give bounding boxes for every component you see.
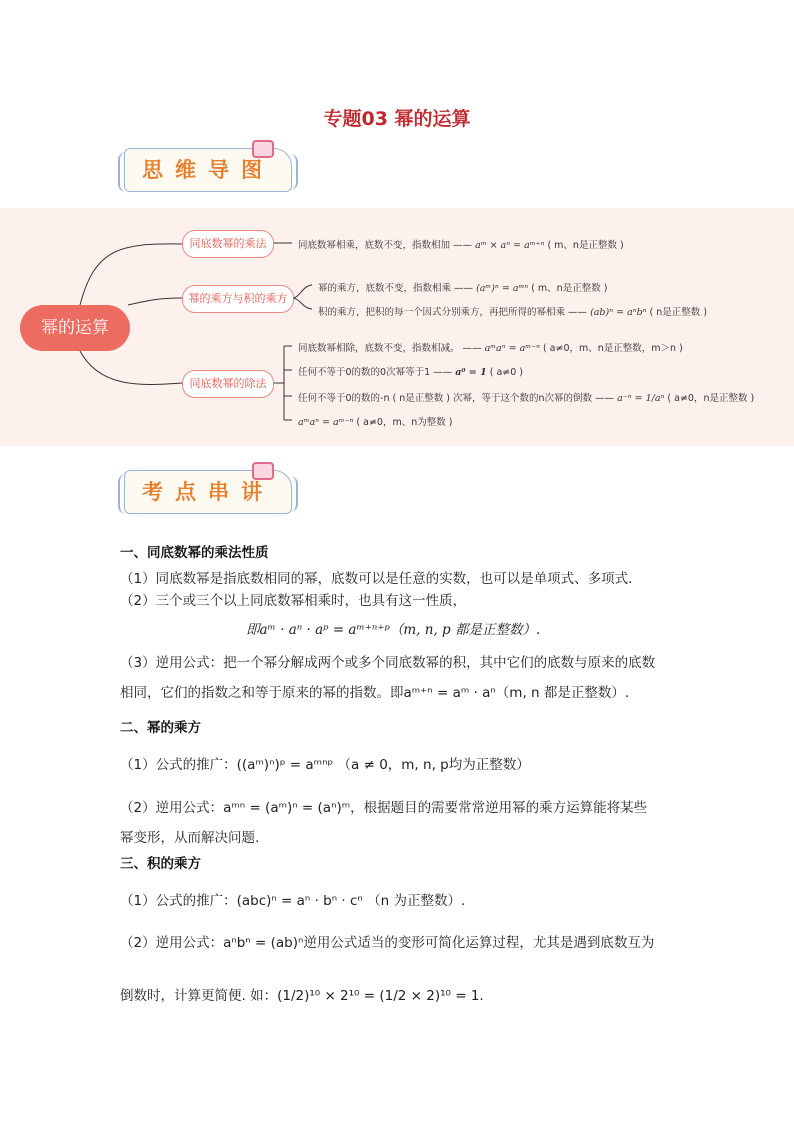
branch-division: 同底数幂的除法 (182, 370, 274, 398)
branch-power: 幂的乘方与积的乘方 (182, 285, 294, 313)
leaf-multiplication-rule: 同底数幂相乘，底数不变，指数相加 —— aᵐ × aⁿ = aᵐ⁺ⁿ ( m、n是正整数 ) (298, 240, 624, 251)
section-3-line-1: （1）公式的推广：(abc)ⁿ = aⁿ · bⁿ · cⁿ （n 为正整数）. (120, 893, 466, 909)
mindmap-banner (124, 148, 292, 196)
section-2-line-3: 幂变形，从而解决问题. (120, 830, 260, 846)
page-title: 专题03 幂的运算 (323, 108, 471, 130)
section-1-line-3: （3）逆用公式：把一个幂分解成两个或多个同底数幂的积，其中它们的底数与原来的底数 (120, 655, 656, 671)
section-heading-1: 一、同底数幂的乘法性质 (120, 545, 269, 561)
leaf-division-rule: 同底数幂相除，底数不变，指数相减。 —— aᵐaⁿ = aᵐ⁻ⁿ ( a≠0，m、n是正整数，m＞n ) (298, 343, 683, 354)
section-heading-2: 二、幂的乘方 (120, 720, 201, 736)
branch-multiplication: 同底数幂的乘法 (182, 230, 274, 258)
section-3-line-3: 倒数时，计算更简便. 如：(1/2)¹⁰ × 2¹⁰ = (1/2 × 2)¹⁰ = 1. (120, 988, 484, 1004)
points-banner (124, 470, 292, 518)
leaf-power-of-power: 幂的乘方，底数不变，指数相乘 —— (aᵐ)ⁿ = aᵐⁿ ( m、n是正整数 ) (318, 283, 608, 294)
section-1-line-2: （2）三个或三个以上同底数幂相乘时，也具有这一性质， (120, 593, 467, 609)
leaf-division-integers: aᵐaⁿ = aᵐ⁻ⁿ ( a≠0，m、n为整数 ) (298, 417, 453, 428)
section-heading-3: 三、积的乘方 (120, 856, 201, 872)
section-2-line-1: （1）公式的推广：((aᵐ)ⁿ)ᵖ = aᵐⁿᵖ （a ≠ 0，m, n, p均为正整数） (120, 757, 530, 773)
leaf-power-of-product: 积的乘方，把积的每一个因式分别乘方，再把所得的幂相乘 —— (ab)ⁿ = aⁿbⁿ ( n是正整数 ) (318, 307, 708, 318)
mindmap-banner-label: 思维导图 (142, 157, 274, 182)
section-1-formula: 即aᵐ · aⁿ · aᵖ = aᵐ⁺ⁿ⁺ᵖ（m, n, p 都是正整数）. (246, 622, 541, 638)
section-1-line-4: 相同，它们的指数之和等于原来的幂的指数。即aᵐ⁺ⁿ = aᵐ · aⁿ（m, n 都是正整数）. (120, 685, 630, 701)
points-banner-label: 考点串讲 (142, 479, 274, 504)
leaf-zero-exponent: 任何不等于0的数的0次幂等于1 —— a⁰ = 1 ( a≠0 ) (298, 367, 524, 378)
leaf-negative-exponent: 任何不等于0的数的-n ( n是正整数 ) 次幂，等于这个数的n次幂的倒数 —— a⁻ⁿ = 1/aⁿ ( a≠0，n是正整数 ) (298, 393, 755, 404)
mindmap-root: 幂的运算 (20, 305, 130, 351)
section-2-line-2: （2）逆用公式：aᵐⁿ = (aᵐ)ⁿ = (aⁿ)ᵐ，根据题目的需要常常逆用幂的乘方运算能将某些 (120, 800, 648, 816)
section-1-line-1: （1）同底数幂是指底数相同的幂，底数可以是任意的实数，也可以是单项式、多项式. (120, 571, 633, 587)
section-3-line-2: （2）逆用公式：aⁿbⁿ = (ab)ⁿ逆用公式适当的变形可简化运算过程，尤其是遇到底数互为 (120, 935, 655, 951)
